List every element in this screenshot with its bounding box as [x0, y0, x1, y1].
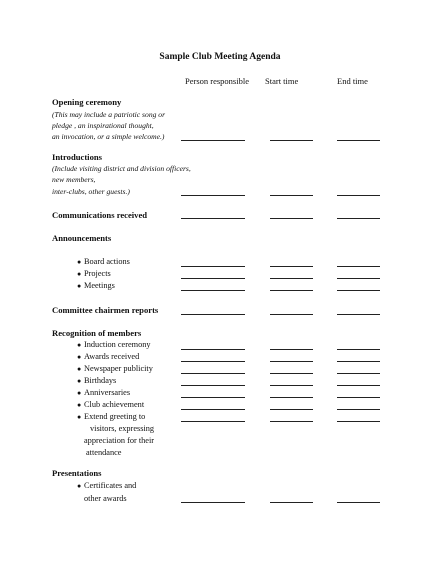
person-blank[interactable]	[181, 278, 245, 279]
bullet-icon: ●	[77, 482, 82, 490]
section-recognition-of-members: Recognition of members	[52, 328, 142, 338]
end-blank[interactable]	[337, 373, 380, 374]
introductions-note-line: inter-clubs, other guests.)	[52, 187, 130, 196]
opening-note-line: pledge , an inspirational thought,	[52, 121, 154, 130]
bullet-icon: ●	[77, 401, 82, 409]
list-item-continuation: visitors, expressing	[90, 424, 155, 433]
bullet-icon: ●	[77, 353, 82, 361]
start-blank[interactable]	[270, 421, 313, 422]
bullet-icon: ●	[77, 365, 82, 373]
person-blank[interactable]	[181, 140, 245, 141]
introductions-note-line: (Include visiting district and division officers,	[52, 164, 191, 173]
list-item: Birthdays	[84, 376, 117, 385]
list-item: Certificates and	[84, 481, 137, 490]
start-blank[interactable]	[270, 361, 313, 362]
list-item-continuation: appreciation for their	[84, 436, 155, 445]
end-blank[interactable]	[337, 409, 380, 410]
bullet-icon: ●	[77, 389, 82, 397]
list-item: Meetings	[84, 281, 115, 290]
list-item: Induction ceremony	[84, 340, 151, 349]
end-blank[interactable]	[337, 266, 380, 267]
start-blank[interactable]	[270, 385, 313, 386]
end-blank[interactable]	[337, 421, 380, 422]
list-item-continuation: other awards	[84, 494, 127, 503]
start-blank[interactable]	[270, 218, 313, 219]
end-blank[interactable]	[337, 349, 380, 350]
bullet-icon: ●	[77, 270, 82, 278]
start-blank[interactable]	[270, 349, 313, 350]
person-blank[interactable]	[181, 349, 245, 350]
end-blank[interactable]	[337, 290, 380, 291]
opening-note-line: (This may include a patriotic song or	[52, 110, 166, 119]
person-blank[interactable]	[181, 290, 245, 291]
person-blank[interactable]	[181, 421, 245, 422]
list-item: Projects	[84, 269, 111, 278]
end-blank[interactable]	[337, 195, 380, 196]
end-blank[interactable]	[337, 278, 380, 279]
list-item: Extend greeting to	[84, 412, 146, 421]
start-blank[interactable]	[270, 266, 313, 267]
person-blank[interactable]	[181, 266, 245, 267]
column-person-responsible: Person responsible	[185, 76, 249, 86]
person-blank[interactable]	[181, 361, 245, 362]
bullet-icon: ●	[77, 341, 82, 349]
section-opening-ceremony: Opening ceremony	[52, 97, 122, 107]
column-end-time: End time	[337, 76, 368, 86]
start-blank[interactable]	[270, 409, 313, 410]
person-blank[interactable]	[181, 385, 245, 386]
list-item: Newspaper publicity	[84, 364, 153, 373]
start-blank[interactable]	[270, 397, 313, 398]
introductions-note-line: new members,	[52, 175, 96, 184]
person-blank[interactable]	[181, 397, 245, 398]
end-blank[interactable]	[337, 140, 380, 141]
person-blank[interactable]	[181, 218, 245, 219]
bullet-icon: ●	[77, 377, 82, 385]
document-title: Sample Club Meeting Agenda	[159, 52, 281, 62]
bullet-icon: ●	[77, 282, 82, 290]
end-blank[interactable]	[337, 397, 380, 398]
start-blank[interactable]	[270, 502, 313, 503]
section-communications-received: Communications received	[52, 210, 148, 220]
end-blank[interactable]	[337, 502, 380, 503]
start-blank[interactable]	[270, 314, 313, 315]
list-item: Awards received	[84, 352, 140, 361]
list-item-continuation: attendance	[86, 448, 122, 457]
section-presentations: Presentations	[52, 468, 102, 478]
start-blank[interactable]	[270, 195, 313, 196]
end-blank[interactable]	[337, 385, 380, 386]
bullet-icon: ●	[77, 413, 82, 421]
person-blank[interactable]	[181, 502, 245, 503]
column-start-time: Start time	[265, 76, 299, 86]
section-introductions: Introductions	[52, 152, 102, 162]
start-blank[interactable]	[270, 278, 313, 279]
end-blank[interactable]	[337, 218, 380, 219]
person-blank[interactable]	[181, 409, 245, 410]
person-blank[interactable]	[181, 195, 245, 196]
start-blank[interactable]	[270, 373, 313, 374]
start-blank[interactable]	[270, 290, 313, 291]
list-item: Board actions	[84, 257, 130, 266]
section-announcements: Announcements	[52, 233, 112, 243]
bullet-icon: ●	[77, 258, 82, 266]
end-blank[interactable]	[337, 314, 380, 315]
list-item: Club achievement	[84, 400, 145, 409]
start-blank[interactable]	[270, 140, 313, 141]
end-blank[interactable]	[337, 361, 380, 362]
opening-note-line: an invocation, or a simple welcome.)	[52, 132, 165, 141]
section-committee-reports: Committee chairmen reports	[52, 305, 159, 315]
list-item: Anniversaries	[84, 388, 131, 397]
person-blank[interactable]	[181, 373, 245, 374]
person-blank[interactable]	[181, 314, 245, 315]
